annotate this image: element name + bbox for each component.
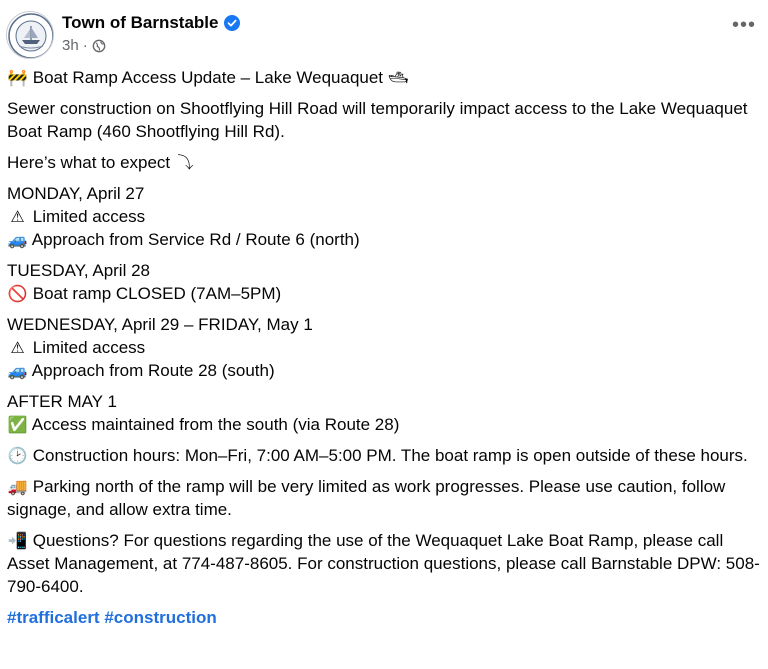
avatar[interactable] xyxy=(6,11,54,59)
questions-paragraph xyxy=(7,529,761,598)
questions-text: Questions? For questions regarding the use of the Wequaquet Lake Boat Ramp, please call Asset Management, at 774-487-8605. For construction questions, please call Barnstable DPW: 508-790-6400. xyxy=(7,531,760,596)
wed-fri-line-2-text: Approach from Route 28 (south) xyxy=(31,361,275,380)
hashtag-construction[interactable]: #construction xyxy=(104,608,217,627)
tuesday-line-1-text: Boat ramp CLOSED (7AM–5PM) xyxy=(32,284,282,303)
after-heading: AFTER MAY 1 xyxy=(7,392,117,411)
hashtag-trafficalert[interactable]: #trafficalert xyxy=(7,608,100,627)
globe-icon xyxy=(92,39,106,53)
arrow-down-icon: ⤵ xyxy=(177,153,194,172)
boat-icon: 🛥 xyxy=(388,68,409,87)
intro-paragraph: Sewer construction on Shootflying Hill Road will temporarily impact access to the Lake Wequaquet Boat Ramp (460 Shootflying Hill Rd). xyxy=(7,99,748,141)
expect-line xyxy=(7,151,761,174)
parking-text: Parking north of the ramp will be very limited as work progresses. Please use caution, follow signage, and allow extra time. xyxy=(7,477,726,519)
tuesday-block xyxy=(7,259,761,305)
wed-fri-line-2 xyxy=(7,359,761,382)
monday-line-1 xyxy=(7,205,761,228)
post-body xyxy=(7,66,761,629)
post-title xyxy=(7,66,761,89)
verified-badge-icon xyxy=(224,15,240,31)
after-line-1-text: Access maintained from the south (via Route 28) xyxy=(31,415,400,434)
tuesday-line-1 xyxy=(7,282,761,305)
truck-icon: 🚚 xyxy=(7,477,28,496)
title-text: Boat Ramp Access Update – Lake Wequaquet xyxy=(32,68,384,87)
no-entry-icon: 🚫 xyxy=(7,284,28,303)
page-name-link[interactable]: Town of Barnstable xyxy=(62,13,219,32)
wed-fri-block xyxy=(7,313,761,382)
construction-icon: 🚧 xyxy=(7,68,28,87)
monday-line-2 xyxy=(7,228,761,251)
post-meta xyxy=(62,37,106,55)
warning-icon: ⚠ xyxy=(10,338,25,357)
monday-heading: MONDAY, April 27 xyxy=(7,184,145,203)
monday-line-1-text: Limited access xyxy=(32,207,146,226)
phone-icon: 📲 xyxy=(7,531,28,550)
more-options-button[interactable]: ••• xyxy=(731,14,756,36)
after-block xyxy=(7,390,761,436)
wed-fri-line-1 xyxy=(7,336,761,359)
parking-paragraph xyxy=(7,475,761,521)
check-icon: ✅ xyxy=(7,415,28,434)
clock-icon: 🕑 xyxy=(7,446,28,465)
car-icon: 🚙 xyxy=(7,361,28,380)
wed-fri-heading: WEDNESDAY, April 29 – FRIDAY, May 1 xyxy=(7,315,313,334)
warning-icon: ⚠ xyxy=(10,207,25,226)
hours-text: Construction hours: Mon–Fri, 7:00 AM–5:00 PM. The boat ramp is open outside of these hours. xyxy=(32,446,748,465)
meta-separator: · xyxy=(82,37,88,54)
post-timestamp[interactable]: 3h xyxy=(62,37,79,54)
monday-block xyxy=(7,182,761,251)
monday-line-2-text: Approach from Service Rd / Route 6 (north) xyxy=(31,230,360,249)
after-line-1 xyxy=(7,413,761,436)
expect-text: Here’s what to expect xyxy=(7,153,171,172)
town-seal-logo xyxy=(7,12,54,59)
wed-fri-line-1-text: Limited access xyxy=(32,338,146,357)
tuesday-heading: TUESDAY, April 28 xyxy=(7,261,150,280)
hashtags xyxy=(7,606,761,629)
hours-paragraph xyxy=(7,444,761,467)
post-header xyxy=(6,8,762,60)
car-icon: 🚙 xyxy=(7,230,28,249)
